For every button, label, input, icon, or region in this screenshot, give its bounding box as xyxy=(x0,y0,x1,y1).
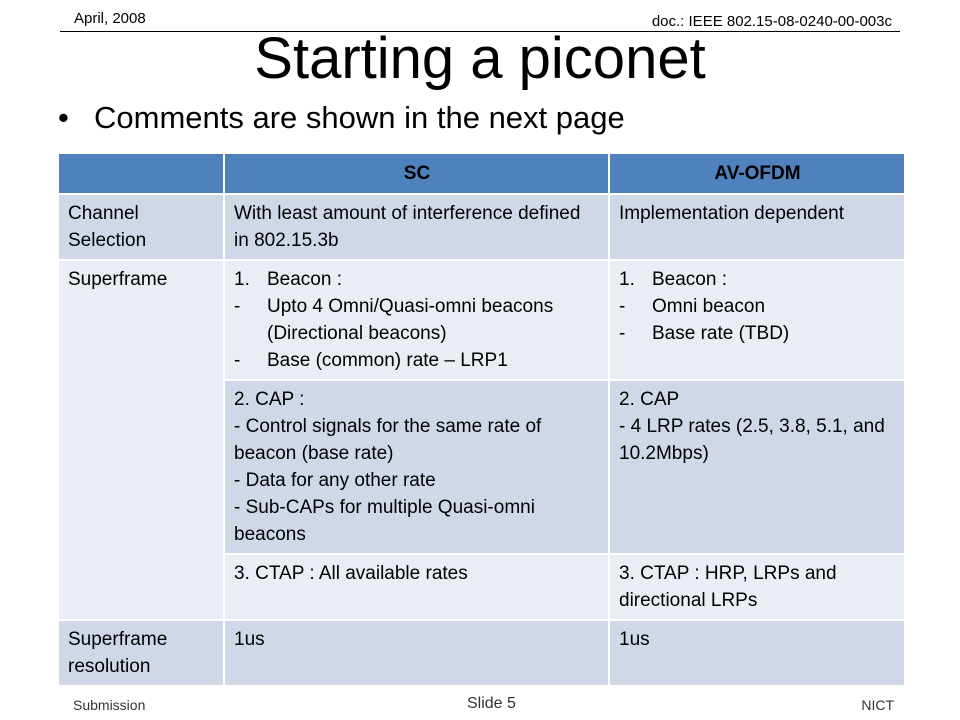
cell-ctap-av: 3. CTAP : HRP, LRPs and directional LRPs xyxy=(609,554,905,620)
row-label-superframe: Superframe xyxy=(58,260,224,620)
table-row xyxy=(58,620,905,686)
list-item xyxy=(619,293,896,320)
list-marker: - xyxy=(234,350,241,371)
table-row xyxy=(58,260,905,380)
header-cell-empty xyxy=(58,153,224,194)
bullet-text: Comments are shown in the next page xyxy=(94,100,625,135)
header-cell-av-ofdm: AV-OFDM xyxy=(609,153,905,194)
cell-resolution-sc: 1us xyxy=(224,620,609,686)
cell-cap-av: 2. CAP - 4 LRP rates (2.5, 3.8, 5.1, and 10.2Mbps) xyxy=(609,380,905,554)
list-marker: - xyxy=(234,296,241,317)
header-cell-sc: SC xyxy=(224,153,609,194)
list-item xyxy=(234,347,600,374)
cell-beacon-av xyxy=(609,260,905,380)
list-text: Beacon : xyxy=(267,269,342,290)
list-text: Base rate (TBD) xyxy=(652,323,790,344)
list-text: Base (common) rate – LRP1 xyxy=(267,350,508,371)
header-date: April, 2008 xyxy=(74,10,146,27)
comparison-table xyxy=(57,152,906,687)
list-item xyxy=(234,293,600,347)
list-marker: - xyxy=(619,296,626,317)
list-text: Beacon : xyxy=(652,269,727,290)
footer-org: NICT xyxy=(861,697,894,713)
cell-channel-selection-av: Implementation dependent xyxy=(609,194,905,260)
cell-ctap-sc: 3. CTAP : All available rates xyxy=(224,554,609,620)
list-marker: 1. xyxy=(619,269,635,290)
bullet-dot-icon: • xyxy=(58,100,69,135)
header-doc-id: doc.: IEEE 802.15-08-0240-00-003c xyxy=(651,13,892,30)
cell-resolution-av: 1us xyxy=(609,620,905,686)
slide-title: Starting a piconet xyxy=(254,26,706,91)
row-label-channel-selection: Channel Selection xyxy=(58,194,224,260)
cell-cap-sc: 2. CAP : - Control signals for the same rate of beacon (base rate) - Data for any other rate - Sub-CAPs for multiple Quasi-omni beacons xyxy=(224,380,609,554)
footer-submission: Submission xyxy=(73,697,146,713)
list-marker: - xyxy=(619,323,626,344)
list-item xyxy=(619,266,896,293)
list-text: Upto 4 Omni/Quasi-omni beacons (Directional beacons) xyxy=(267,296,554,344)
row-label-superframe-resolution: Superframe resolution xyxy=(58,620,224,686)
bullet-item xyxy=(58,98,625,138)
cell-channel-selection-sc: With least amount of interference defined in 802.15.3b xyxy=(224,194,609,260)
table-row xyxy=(58,194,905,260)
list-text: Omni beacon xyxy=(652,296,766,317)
list-item xyxy=(234,266,600,293)
list-item xyxy=(619,320,896,347)
list-marker: 1. xyxy=(234,269,250,290)
table-header-row xyxy=(58,153,905,194)
footer-slide-number: Slide 5 xyxy=(467,695,516,712)
cell-beacon-sc xyxy=(224,260,609,380)
